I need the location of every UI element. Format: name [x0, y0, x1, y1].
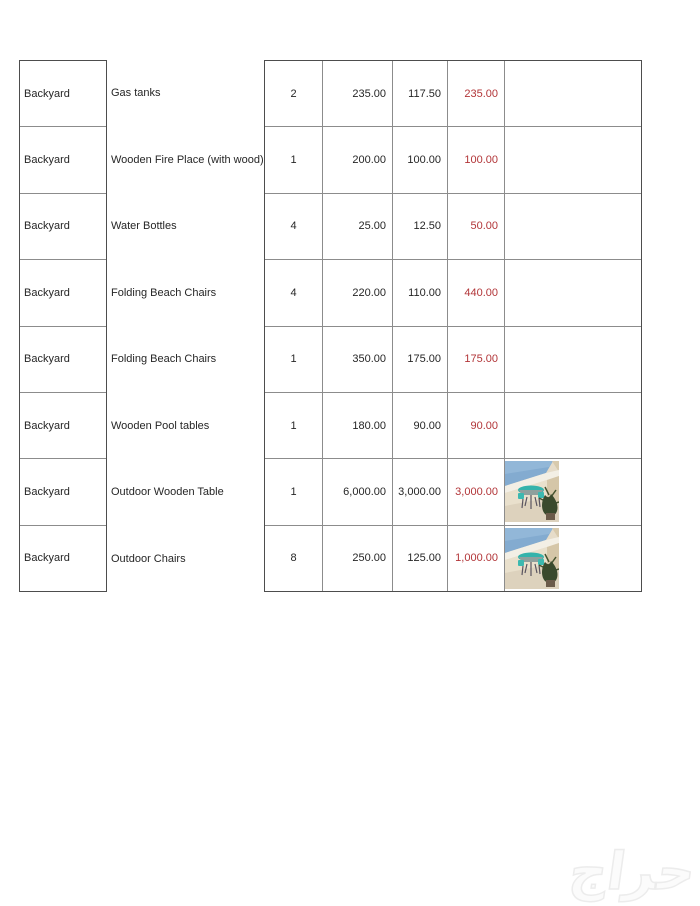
- photo-cell: [505, 327, 641, 392]
- location-cell: Backyard: [24, 552, 70, 565]
- unit-price-cell: 350.00: [323, 327, 393, 392]
- unit-price-cell: 180.00: [323, 393, 393, 458]
- total-cell: 175.00: [448, 327, 505, 392]
- photo-cell: [505, 459, 641, 524]
- total-cell: 90.00: [448, 393, 505, 458]
- table-row: [265, 327, 641, 393]
- item-name: Water Bottles: [111, 220, 177, 233]
- total-cell: 235.00: [448, 61, 505, 126]
- outdoor-patio-photo: [505, 461, 559, 522]
- half-price-cell: 110.00: [393, 260, 448, 325]
- photo-cell: [505, 526, 641, 591]
- total-cell: 440.00: [448, 260, 505, 325]
- table-row: [265, 393, 641, 459]
- half-price-cell: 12.50: [393, 194, 448, 259]
- location-cell: Backyard: [20, 127, 106, 193]
- item-name-column: [111, 60, 263, 592]
- quantity-cell: 4: [265, 260, 323, 325]
- unit-price-cell: 6,000.00: [323, 459, 393, 524]
- unit-price-cell: 25.00: [323, 194, 393, 259]
- item-name: Gas tanks: [111, 87, 161, 100]
- quantity-cell: 1: [265, 459, 323, 524]
- item-name: Wooden Fire Place (with wood): [111, 153, 264, 166]
- quantity-cell: 1: [265, 127, 323, 192]
- total-cell: 50.00: [448, 194, 505, 259]
- item-name: Outdoor Chairs: [111, 552, 186, 565]
- half-price-cell: 100.00: [393, 127, 448, 192]
- total-cell: 3,000.00: [448, 459, 505, 524]
- unit-price-cell: 200.00: [323, 127, 393, 192]
- quantity-cell: 8: [265, 526, 323, 591]
- item-name: Outdoor Wooden Table: [111, 486, 224, 499]
- photo-cell: [505, 61, 641, 126]
- photo-cell: [505, 260, 641, 325]
- table-row: [265, 459, 641, 525]
- table-row: [265, 194, 641, 260]
- item-name: Wooden Pool tables: [111, 419, 210, 432]
- quantity-cell: 1: [265, 393, 323, 458]
- photo-cell: [505, 127, 641, 192]
- half-price-cell: 125.00: [393, 526, 448, 591]
- location-cell: Backyard: [20, 194, 106, 260]
- unit-price-cell: 250.00: [323, 526, 393, 591]
- location-cell: Backyard: [20, 393, 106, 459]
- location-cell: Backyard: [20, 260, 106, 326]
- location-cell: Backyard: [20, 61, 106, 127]
- table-row: [265, 127, 641, 193]
- haraj-watermark-logo: حراج: [565, 842, 700, 902]
- total-cell: 100.00: [448, 127, 505, 192]
- outdoor-patio-photo: [505, 528, 559, 589]
- table-row: [265, 61, 641, 127]
- half-price-cell: 175.00: [393, 327, 448, 392]
- photo-cell: [505, 194, 641, 259]
- item-name: Folding Beach Chairs: [111, 353, 217, 366]
- photo-cell: [505, 393, 641, 458]
- details-table: [264, 60, 642, 592]
- item-name: Folding Beach Chairs: [111, 286, 217, 299]
- table-row: [265, 260, 641, 326]
- total-cell: 1,000.00: [448, 526, 505, 591]
- half-price-cell: 90.00: [393, 393, 448, 458]
- location-cell: Backyard: [20, 327, 106, 393]
- quantity-cell: 2: [265, 61, 323, 126]
- quantity-cell: 4: [265, 194, 323, 259]
- location-table: [19, 60, 107, 592]
- unit-price-cell: 220.00: [323, 260, 393, 325]
- quantity-cell: 1: [265, 327, 323, 392]
- half-price-cell: 117.50: [393, 61, 448, 126]
- unit-price-cell: 235.00: [323, 61, 393, 126]
- table-row: [265, 526, 641, 591]
- half-price-cell: 3,000.00: [393, 459, 448, 524]
- location-cell: Backyard: [20, 459, 106, 525]
